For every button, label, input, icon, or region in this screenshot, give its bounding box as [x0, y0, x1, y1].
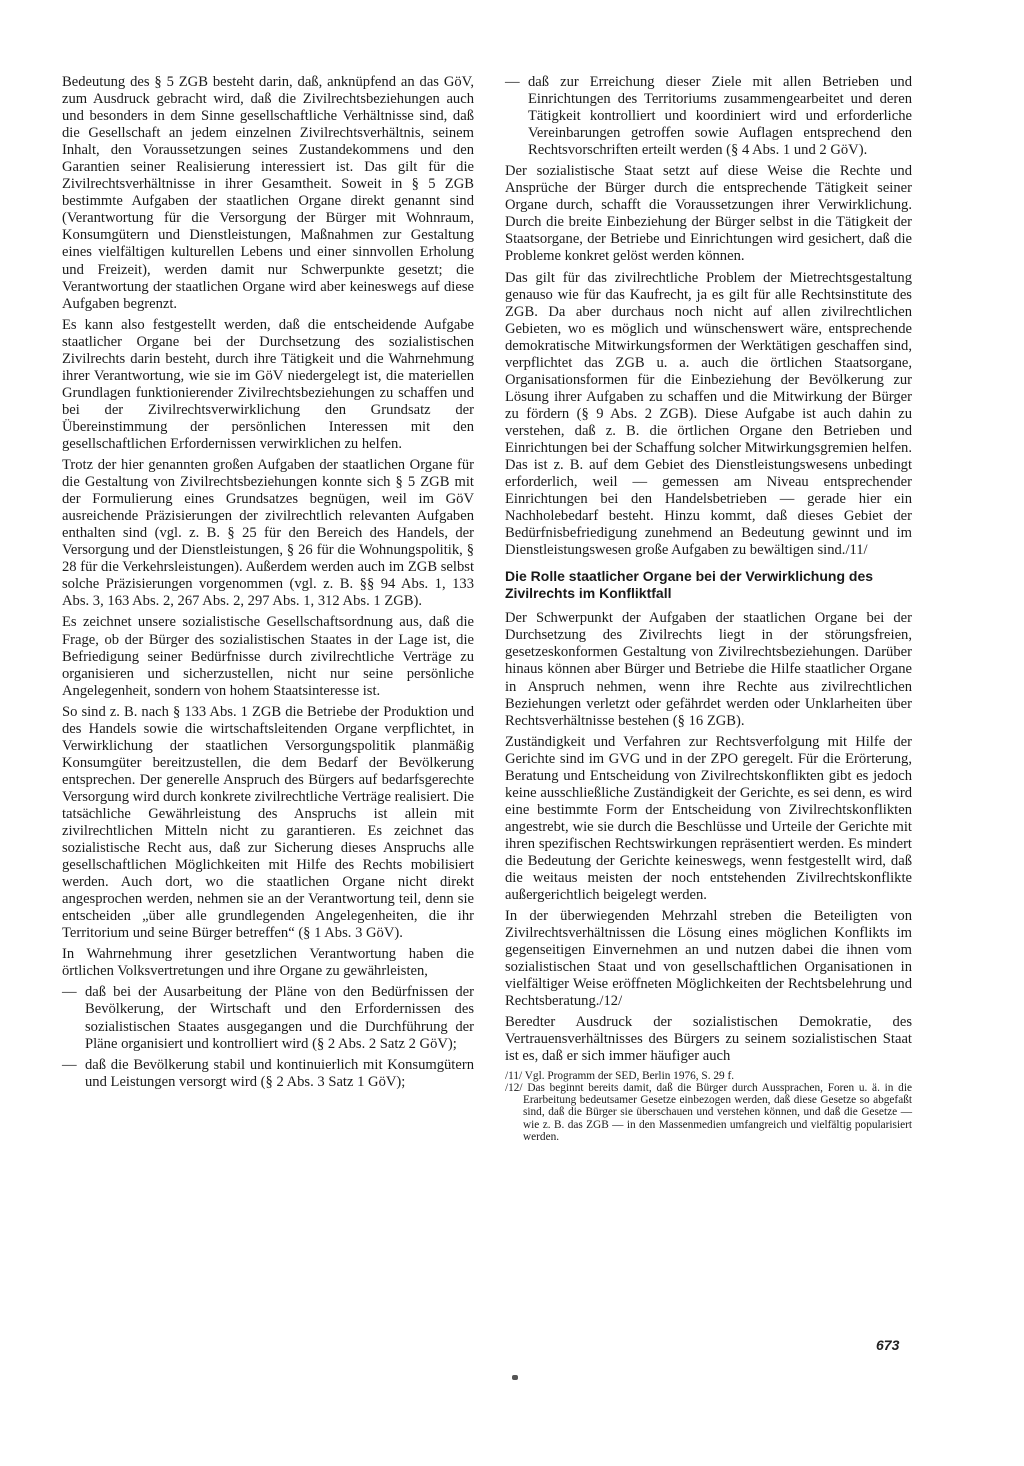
footnote: /12/ Das beginnt bereits damit, daß die Bürger durch Aussprachen, Foren u. ä. in die Erarbeitung bedeutsamer Gesetze einbezogen werden, daß diese Gesetze so abgefaßt sind, daß die Bürger sie überschauen und verstehen können, und daß die Gesetze — wie z. B. das ZGB — in den Massenmedien umfangreich und vielfältig popularisiert werden. [505, 1081, 912, 1144]
dash-list [62, 984, 474, 1090]
paragraph: Der sozialistische Staat setzt auf diese Weise die Rechte und Ansprüche der Bürger durch die entsprechende Tätigkeit seiner Organe durch, schafft die Voraussetzungen ihrer Verwirklichung. Durch die breite Einbeziehung der Bürger selbst in die Tätigkeit der Staatsorgane, der Betriebe und Einrichtungen wird gesichert, daß die Probleme konkret gelöst werden können. [505, 163, 912, 265]
paragraph: In Wahrnehmung ihrer gesetzlichen Verantwortung haben die örtlichen Volksvertretungen und ihre Organe zu gewährleisten, [62, 946, 474, 980]
paragraph: In der überwiegenden Mehrzahl streben die Beteiligten von Zivilrechtsverhältnissen die Lösung eines möglichen Konflikts im gegenseitigen Einvernehmen an und nutzen dabei die ihnen vom sozialistischen Staat und von gesellschaftlichen Organisationen in vielfältiger Weise eröffneten Möglichkeiten der Rechtsbelehrung und Rechtsberatung./12/ [505, 908, 912, 1010]
paragraph: Der Schwerpunkt der Aufgaben der staatlichen Organe bei der Durchsetzung des Zivilrechts liegt in der störungsfreien, gesetzeskonformen Gestaltung von Zivilrechtsbeziehungen. Darüber hinaus können aber Bürger und Betriebe die Hilfe staatlicher Organe in Anspruch nehmen, wenn ihre Rechte aus zivilrechtlichen Beziehungen verletzt oder gefährdet werden oder Unklarheiten über Rechtsverhältnisse bestehen (§ 16 ZGB). [505, 610, 912, 729]
list-item [505, 74, 912, 159]
footnote: /11/ Vgl. Programm der SED, Berlin 1976, S. 29 f. [505, 1069, 735, 1082]
list-item-text: daß die Bevölkerung stabil und kontinuierlich mit Konsumgütern und Leistungen versorgt wird (§ 2 Abs. 3 Satz 1 GöV); [85, 1056, 474, 1090]
section-heading: Die Rolle staatlicher Organe bei der Verwirklichung des Zivilrechts im Konfliktfall [505, 568, 874, 602]
right-column [505, 74, 912, 1143]
list-item [62, 984, 474, 1052]
paragraph: So sind z. B. nach § 133 Abs. 1 ZGB die Betriebe der Produktion und des Handels sowie die wirtschaftsleitenden Organe verpflichtet, in Verwirklichung der staatlichen Versorgungspolitik planmäßig Konsumgüter bereitzustellen, die dem Bedarf der Bevölkerung entsprechen. Der generelle Anspruch des Bürgers auf bedarfsgerechte Versorgung wird durch konkrete zivilrechtliche Verträge realisiert. Die tatsächliche Gewährleistung des Anspruchs ist allein mit zivilrechtlichen Mitteln nicht zu garantieren. Es zeichnet das sozialistische Recht aus, daß zur Sicherung dieses Anspruchs alle gesellschaftlichen Möglichkeiten mit Hilfe des Rechts mobilisiert werden. Auch dort, wo die staatlichen Organe nicht direkt angesprochen werden, nehmen sie an der Verantwortung teil, denn sie entscheiden „über alle grundlegenden Angelegenheiten, die ihr Territorium und seine Bürger betreffen“ (§ 1 Abs. 3 GöV). [62, 703, 474, 942]
paragraph: Es kann also festgestellt werden, daß die entscheidende Aufgabe staatlicher Organe bei der Durchsetzung des sozialistischen Zivilrechts darin besteht, durch ihre Tätigkeit und die Wahrnehmung ihrer Verantwortung, wie sie im GöV niedergelegt ist, die materiellen Grundlagen funktionierender Zivilrechtsbeziehungen zu schaffen und bei der Zivilrechtsverwirklichung den Grundsatz der Übereinstimmung der persönlichen Interessen mit den gesellschaftlichen Erfordernissen verwirklichen zu helfen. [62, 316, 474, 452]
list-item-text: daß zur Erreichung dieser Ziele mit allen Betrieben und Einrichtungen des Territoriums zusammengearbeitet und deren Tätigkeit kontrolliert und koordiniert wird und erforderliche Vereinbarungen getroffen sowie Auflagen entsprechend den Rechtsvorschriften erteilt werden (§ 4 Abs. 1 und 2 GöV). [528, 74, 912, 159]
page-number: 673 [876, 1337, 900, 1353]
dash-bullet: — [62, 984, 77, 1001]
scan-speck [512, 1375, 518, 1380]
dash-bullet: — [505, 74, 520, 90]
left-column [62, 74, 474, 1095]
paragraph: Es zeichnet unsere sozialistische Gesellschaftsordnung aus, daß die Frage, ob der Bürger des sozialistischen Staates in der Lage ist, die Befriedigung seiner Bedürfnisse durch zivilrechtliche Verträge zu organisieren und sicherzustellen, nicht nur seine persönliche Angelegenheit, sondern von hohem Staatsinteresse ist. [62, 614, 474, 699]
paragraph: Trotz der hier genannten großen Aufgaben der staatlichen Organe für die Gestaltung von Zivilrechtsbeziehungen konnte sich § 5 ZGB mit der Formulierung eines Grundsatzes begnügen, weil im GöV ausreichende Präzisierungen der zivilrechtlich relevanten Aufgaben enthalten sind (vgl. z. B. § 25 für den Bereich des Handels, der Versorgung und der Dienstleistungen, § 26 für die Wohnungspolitik, § 28 für die Verkehrsleistungen). Außerdem werden auch im ZGB selbst solche Präzisierungen vorgenommen (vgl. z. B. §§ 94 Abs. 1, 133 Abs. 3, 163 Abs. 2, 267 Abs. 2, 297 Abs. 1, 312 Abs. 1 ZGB). [62, 457, 474, 610]
list-item [62, 1057, 474, 1091]
dash-bullet: — [62, 1056, 77, 1073]
paragraph: Das gilt für das zivilrechtliche Problem der Mietrechtsgestaltung genauso wie für das Kaufrecht, ja es gilt für alle Rechtsinstitute des ZGB. Da aber durchaus noch nicht auf allen zivilrechtlichen Gebieten, wo es möglich und wünschenswert wäre, entsprechende demokratische Mitwirkungsformen der Werktätigen geschaffen sind, verpflichtet das ZGB u. a. auch die örtlichen Staatsorgane, Organisationsformen für die Einbeziehung der Bevölkerung zur Lösung ihrer Aufgaben zu schaffen und die Mitwirkung der Bürger zu fördern (§ 9 Abs. 2 ZGB). Diese Aufgabe ist auch dahin zu verstehen, daß z. B. die örtlichen Organe den Betrieben und Einrichtungen bei der Schaffung solcher Mitwirkungsgremien helfen. Das ist z. B. auf dem Gebiet des Dienstleistungswesens unbedingt erforderlich, weil — gemessen am Niveau entsprechender Einrichtungen bei den Handelsbetrieben — gerade hier ein Nachholebedarf besteht. Hinzu kommt, daß dieses Gebiet der Bedürfnisbefriedigung zunehmend an Bedeutung gewinnt und im Dienstleistungswesen große Aufgaben zu bewältigen sind./11/ [505, 269, 912, 559]
paragraph: Zuständigkeit und Verfahren zur Rechtsverfolgung mit Hilfe der Gerichte sind im GVG und in der ZPO geregelt. Für die Erörterung, Beratung und Entscheidung von Zivilrechtskonflikten gibt es jedoch keine ausschließliche Zuständigkeit der Gerichte, es sei denn, es wird eine bestimmte Form der Entscheidung von Zivilrechtskonflikten angestrebt, wie sie durch die Beschlüsse und Urteile der Gerichte mit ihren spezifischen Rechtswirkungen repräsentiert werden. Es mindert die Bedeutung der Gerichte keineswegs, wenn festgestellt wird, daß die weitaus meisten der noch entstehenden Zivilrechtskonflikte außergerichtlich beigelegt werden. [505, 733, 912, 904]
paragraph: Bedeutung des § 5 ZGB besteht darin, daß, anknüpfend an das GöV, zum Ausdruck gebracht wird, daß die Zivilrechtsbeziehungen auch und besonders in dem Sinne gesellschaftliche Verhältnisse sind, daß die Gesellschaft an jedem einzelnen Zivilrechtsverhältnis, seinem Inhalt, den Voraussetzungen seines Zustandekommens und den Garantien seiner Realisierung interessiert ist. Das gilt für die Zivilrechtsverhältnisse in ihrer Gesamtheit. Soweit in § 5 ZGB bestimmte Aufgaben der staatlichen Organe direkt genannt sind (Verantwortung für die Versorgung der Bürger mit Wohnraum, Konsumgütern und Dienstleistungen, Maßnahmen zur Gestaltung eines vielfältigen kulturellen Lebens und einer sinnvollen Erholung und Freizeit), werden damit nur Schwerpunkte gesetzt; die Verantwortung der staatlichen Organe wird aber keineswegs auf diese Aufgaben begrenzt. [62, 74, 474, 312]
paragraph: Beredter Ausdruck der sozialistischen Demokratie, des Vertrauensverhältnisses des Bürgers zu seinem sozialistischen Staat ist es, daß er sich immer häufiger auch [505, 1014, 912, 1065]
list-item-text: daß bei der Ausarbeitung der Pläne von den Bedürfnissen der Bevölkerung, der Wirtschaft und den Erfordernissen des sozialistischen Staates ausgegangen und die Durchführung der Pläne organisiert und kontrolliert wird (§ 2 Abs. 2 Satz 2 GöV); [85, 984, 474, 1052]
dash-list [505, 74, 912, 159]
